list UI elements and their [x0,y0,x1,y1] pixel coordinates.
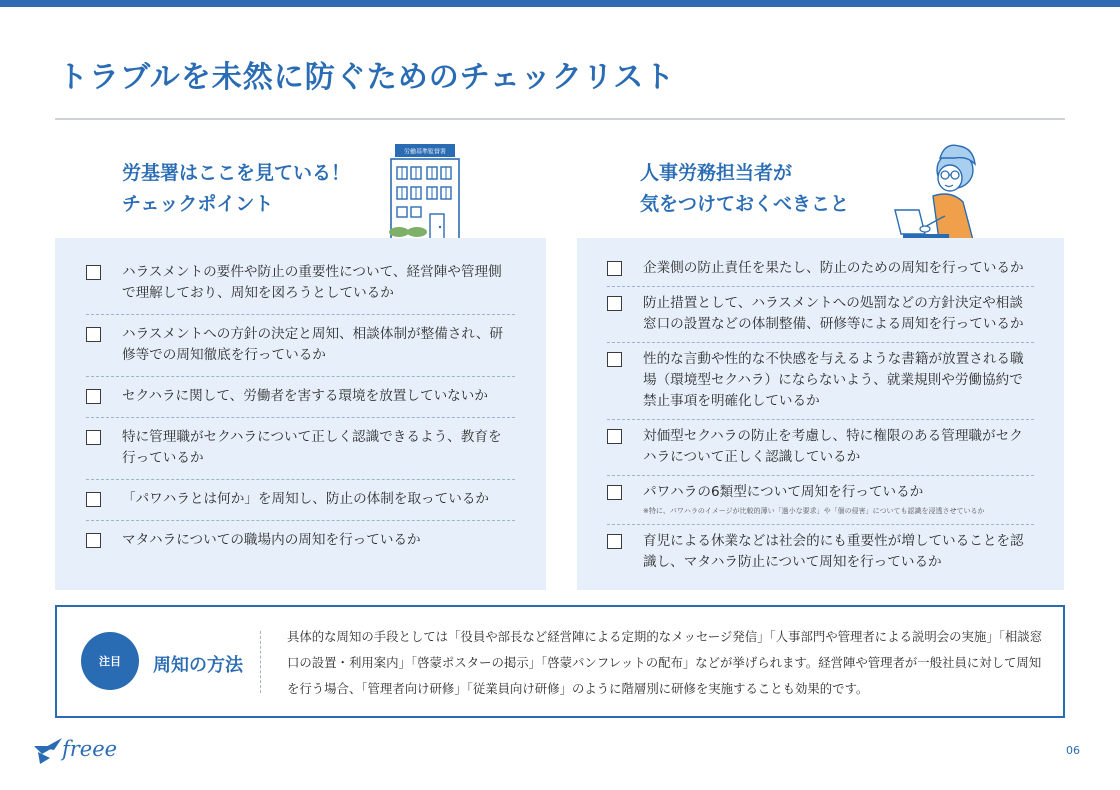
checklist-item-text: 「パワハラとは何か」を周知し、防止の体制を取っているか [122,491,490,507]
checkbox[interactable] [607,296,622,311]
checklist-item-text: 性的な言動や性的な不快感を与えるような書籍が放置される職場（環境型セクハラ）にならないよう、就業規則や労働協約で禁止事項を明確化しているか [643,351,1024,409]
checklist-item-text: ハラスメントの要件や防止の重要性について、経営陣や管理側で理解しており、周知を図ろうとしているか [122,264,502,301]
title-divider [55,118,1065,120]
checklist-item-text: 育児による休業などは社会的にも重要性が増していることを認識し、マタハラ防止について周知を行っているか [643,533,1024,570]
labor-office-building-icon [386,140,464,240]
right-heading-line-1: 人事労務担当者が [640,162,793,184]
top-accent-bar [0,0,1120,7]
right-column-heading [640,158,849,220]
checklist-item-text: マタハラについての職場内の周知を行っているか [122,532,421,548]
attention-badge: 注目 [81,632,139,690]
checkbox[interactable] [86,492,101,507]
method-description: 具体的な周知の手段としては「役員や部長など経営陣による定期的なメッセージ発信」「人事部門や管理者による説明会の実施」「相談窓口の設置・利用案内」「啓蒙ポスターの掲示」「啓蒙パンフレットの配布」などが挙げられます。経営陣や管理者が一般社員に対して周知を行う場合、「管理者向け研修」「従業員向け研修」のように階層別に研修を実施することも効果的です。 [287,629,1043,696]
hr-staff-illustration-icon [893,136,983,240]
right-checklist-panel [577,238,1064,590]
checklist-item [86,256,515,315]
checkbox[interactable] [86,430,101,445]
checklist-item [86,418,515,480]
right-heading-line-2: 気をつけておくべきこと [640,193,850,215]
checklist-item [86,315,515,377]
checklist-item [607,343,1034,420]
checklist-item-body [643,482,985,517]
notice-method-box [55,605,1065,718]
page-number: 06 [1066,744,1080,757]
left-heading-line-1: 労基署はここを見ている！ [122,162,351,184]
checkbox[interactable] [86,533,101,548]
method-divider [260,631,261,693]
checklist-item [86,480,515,521]
checkbox[interactable] [607,534,622,549]
freee-logo-icon [32,732,142,766]
left-column-heading [122,158,350,220]
method-label: 周知の方法 [153,655,243,676]
checkbox[interactable] [607,429,622,444]
checklist-item [86,377,515,418]
checklist-item [607,525,1034,580]
checkbox[interactable] [607,485,622,500]
checklist-item [607,254,1034,287]
checkbox[interactable] [86,265,101,280]
checklist-item [607,287,1034,343]
checklist-item [607,420,1034,476]
building-sign-text: 労働基準監督署 [403,148,447,156]
checklist-item-text: 防止措置として、ハラスメントへの処罰などの方針決定や相談窓口の設置などの体制整備、研修等による周知を行っているか [643,295,1024,332]
left-checklist-panel [55,238,546,590]
checklist-item-text: セクハラに関して、労働者を害する環境を放置していないか [122,388,488,404]
checklist-item-text: 特に管理職がセクハラについて正しく認識できるよう、教育を行っているか [122,429,502,466]
checklist-item-note: ※特に、パワハラのイメージが比較的薄い「過小な要求」や「個の侵害」についても認識を浸透させているか [643,507,985,515]
checklist-item [607,476,1034,525]
checkbox[interactable] [86,327,101,342]
checklist-item-text: 企業側の防止責任を果たし、防止のための周知を行っているか [643,260,1024,276]
checkbox[interactable] [607,261,622,276]
checklist-item-text: 対価型セクハラの防止を考慮し、特に権限のある管理職がセクハラについて正しく認識しているか [643,428,1023,465]
checkbox[interactable] [607,352,622,367]
left-heading-line-2: チェックポイント [122,193,274,215]
page-title: トラブルを未然に防ぐためのチェックリスト [58,60,676,95]
checklist-item [86,521,515,561]
checklist-item-text: ハラスメントへの方針の決定と周知、相談体制が整備され、研修等での周知徹底を行っているか [122,326,504,363]
checkbox[interactable] [86,389,101,404]
checklist-item-text: パワハラの6類型について周知を行っているか [643,484,924,500]
logo-wordmark: freee [62,737,118,761]
